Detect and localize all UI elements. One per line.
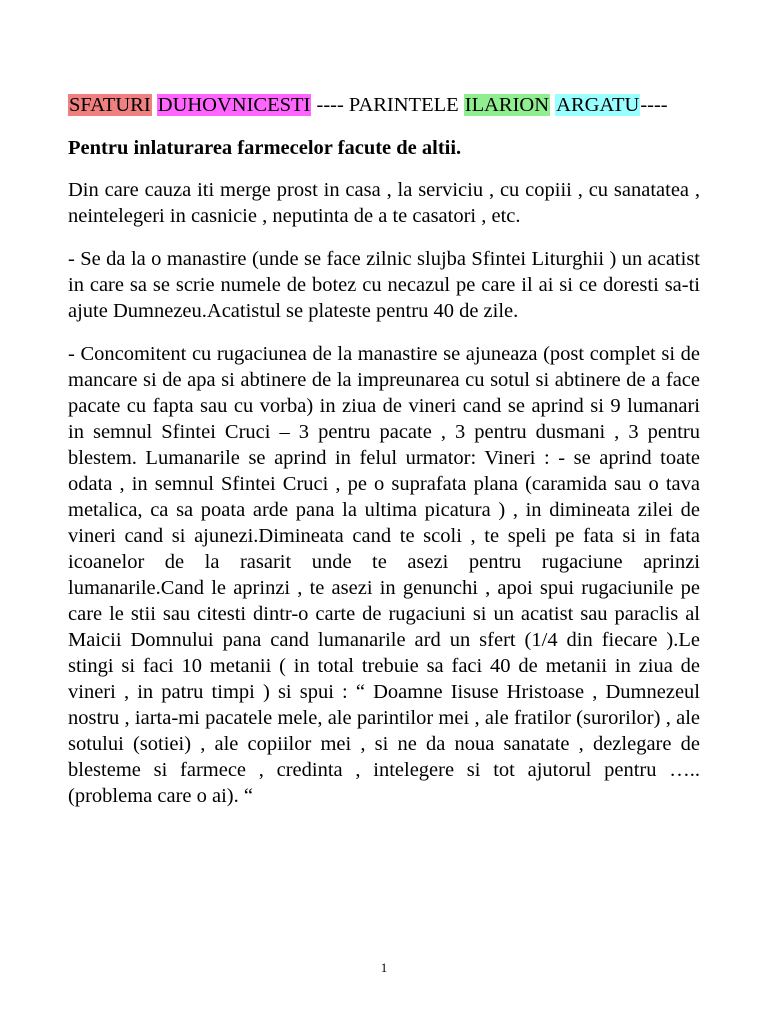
paragraph-causes: Din care cauza iti merge prost in casa , la serviciu , cu copiii , cu sanatatea , neintelegeri in casnicie , neputinta de a te casatori , etc. bbox=[68, 179, 700, 227]
document-title bbox=[68, 92, 700, 118]
paragraph-acatist: - Se da la o manastire (unde se face zilnic slujba Sfintei Liturghii ) un acatist in care sa se scrie numele de botez cu necazul pe care il ai si ce doresti sa-ti ajute Dumnezeu.Acatistul se plateste pentru 40 de zile. bbox=[68, 248, 700, 322]
document-subtitle: Pentru inlaturarea farmecelor facute de altii. bbox=[68, 137, 462, 159]
page-number: 1 bbox=[380, 960, 388, 975]
title-parintele: ---- PARINTELE bbox=[311, 94, 464, 116]
document-page bbox=[68, 92, 700, 809]
title-ilarion: ILARION bbox=[464, 94, 550, 116]
title-duhovnicesti: DUHOVNICESTI bbox=[157, 94, 311, 116]
title-argatu: ARGATU bbox=[556, 94, 640, 116]
title-trailing-dashes: ---- bbox=[640, 94, 668, 116]
title-sfaturi: SFATURI bbox=[69, 94, 151, 116]
paragraph-instructions: - Concomitent cu rugaciunea de la manastire se ajuneaza (post complet si de mancare si de apa si abtinere de la impreunarea cu sotul si abtinere de a face pacate cu fapta sau cu vorba) in ziua de vineri cand se aprind si 9 lumanari in semnul Sfintei Cruci – 3 pentru pacate , 3 pentru dusmani , 3 pentru blestem. Lumanarile se aprind in felul urmator: Vineri : - se aprind toate odata , in semnul Sfintei Cruci , pe o suprafata plana (caramida sau o tava metalica, ca sa poata arde pana la ultima picatura ) , in dimineata zilei de vineri cand si ajunezi.Dimineata cand te scoli , te speli pe fata si in fata icoanelor de la rasarit unde te asezi pentru rugaciune aprinzi lumanarile.Cand le aprinzi , te asezi in genunchi , apoi spui rugaciunile pe care le stii sau citesti dintr-o carte de rugaciuni si un acatist sau paraclis al Maicii Domnului pana cand lumanarile ard un sfert (1/4 din fiecare ).Le stingi si faci 10 metanii ( in total trebuie sa faci 40 de metanii in ziua de vineri , in patru timpi ) si spui : “ Doamne Iisuse Hristoase , Dumnezeul nostru , iarta-mi pacatele mele, ale parintilor mei , ale fratilor (surorilor) , ale sotului (sotiei) , ale copiilor mei , si ne da noua sanatate , dezlegare de blesteme si farmece , credinta , intelegere si tot ajutorul pentru ….. (problema care o ai). “ bbox=[68, 343, 700, 807]
